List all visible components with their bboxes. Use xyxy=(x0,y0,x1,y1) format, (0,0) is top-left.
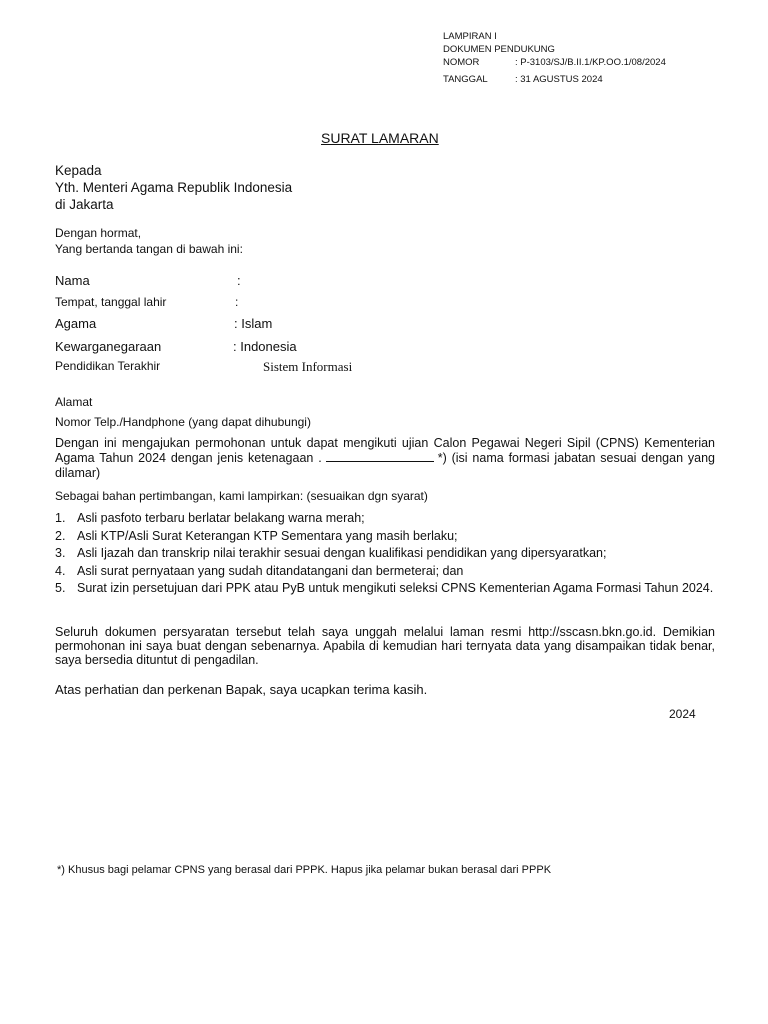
nomor-label: NOMOR xyxy=(443,57,480,68)
alamat-label: Alamat xyxy=(55,395,93,409)
application-paragraph xyxy=(55,436,715,481)
list-item-text: Surat izin persetujuan dari PPK atau PyB untuk mengikuti seleksi CPNS Kementerian Agama Formasi Tahun 2024. xyxy=(77,581,714,595)
list-item-text: Asli Ijazah dan transkrip nilai terakhir sesuai dengan kualifikasi pendidikan yang dipersyaratkan; xyxy=(77,546,607,560)
nomor-value: : P-3103/SJ/B.II.1/KP.OO.1/08/2024 xyxy=(515,57,666,68)
list-item-text: Asli surat pernyataan yang sudah ditandatangani dan bermeterai; dan xyxy=(77,564,464,578)
list-item-number: 1. xyxy=(55,511,66,525)
attachments-intro: Sebagai bahan pertimbangan, kami lampirkan: (sesuaikan dgn syarat) xyxy=(55,489,428,503)
phone-label: Nomor Telp./Handphone (yang dapat dihubungi) xyxy=(55,415,311,429)
recipient-line-2: Yth. Menteri Agama Republik Indonesia xyxy=(55,180,293,195)
field-value-kewarganegaraan: : Indonesia xyxy=(233,339,297,354)
intro-line: Yang bertanda tangan di bawah ini: xyxy=(55,242,243,256)
list-item-number: 4. xyxy=(55,564,66,578)
application-text-part-1: Dengan ini mengajukan permohonan untuk dapat mengikuti ujian Calon Pegawai Negeri Sipil (CPNS) Kementerian Agama Tahun 2024 dengan jenis ketenagaan . xyxy=(55,436,715,465)
list-item-number: 2. xyxy=(55,529,66,543)
closing-line: Atas perhatian dan perkenan Bapak, saya ucapkan terima kasih. xyxy=(55,682,428,697)
formation-blank-line[interactable] xyxy=(326,451,434,462)
field-label-agama: Agama xyxy=(55,316,97,331)
list-item-text: Asli KTP/Asli Surat Keterangan KTP Sementara yang masih berlaku; xyxy=(77,529,458,543)
tanggal-label: TANGGAL xyxy=(443,74,488,85)
application-text-part-2: *) (isi nama formasi jabatan sesuai dengan yang dilamar) xyxy=(55,451,715,480)
statement-paragraph: Seluruh dokumen persyaratan tersebut telah saya unggah melalui laman resmi http://sscasn.bkn.go.id. Demikian permohonan ini saya buat dengan sebenarnya. Apabila di kemudian hari ternyata data yang disampaikan tidak benar, saya bersedia dituntut di pengadilan. xyxy=(55,625,715,667)
field-value-agama: : Islam xyxy=(234,316,273,331)
greeting: Dengan hormat, xyxy=(55,226,142,240)
field-label-pendidikan-terakhir: Pendidikan Terakhir xyxy=(55,359,161,373)
field-value-nama: : xyxy=(237,273,241,288)
field-value-tempat-tanggal-lahir: : xyxy=(235,295,239,309)
list-item-text: Asli pasfoto terbaru berlatar belakang warna merah; xyxy=(77,511,365,525)
recipient-line-3: di Jakarta xyxy=(55,197,114,212)
tanggal-value: : 31 AGUSTUS 2024 xyxy=(515,74,603,85)
page-title: SURAT LAMARAN xyxy=(321,130,439,146)
document-type-label: DOKUMEN PENDUKUNG xyxy=(443,44,555,55)
list-item-number: 3. xyxy=(55,546,66,560)
field-label-nama: Nama xyxy=(55,273,90,288)
recipient-line-1: Kepada xyxy=(55,163,102,178)
attachment-label: LAMPIRAN I xyxy=(443,31,497,42)
list-item-number: 5. xyxy=(55,581,66,595)
field-value-pendidikan-terakhir: Sistem Informasi xyxy=(263,359,353,374)
footnote: *) Khusus bagi pelamar CPNS yang berasal dari PPPK. Hapus jika pelamar bukan berasal dari PPPK xyxy=(57,864,552,876)
field-label-tempat-tanggal-lahir: Tempat, tanggal lahir xyxy=(55,295,167,309)
field-label-kewarganegaraan: Kewarganegaraan xyxy=(55,339,162,354)
date-year: 2024 xyxy=(669,707,696,721)
